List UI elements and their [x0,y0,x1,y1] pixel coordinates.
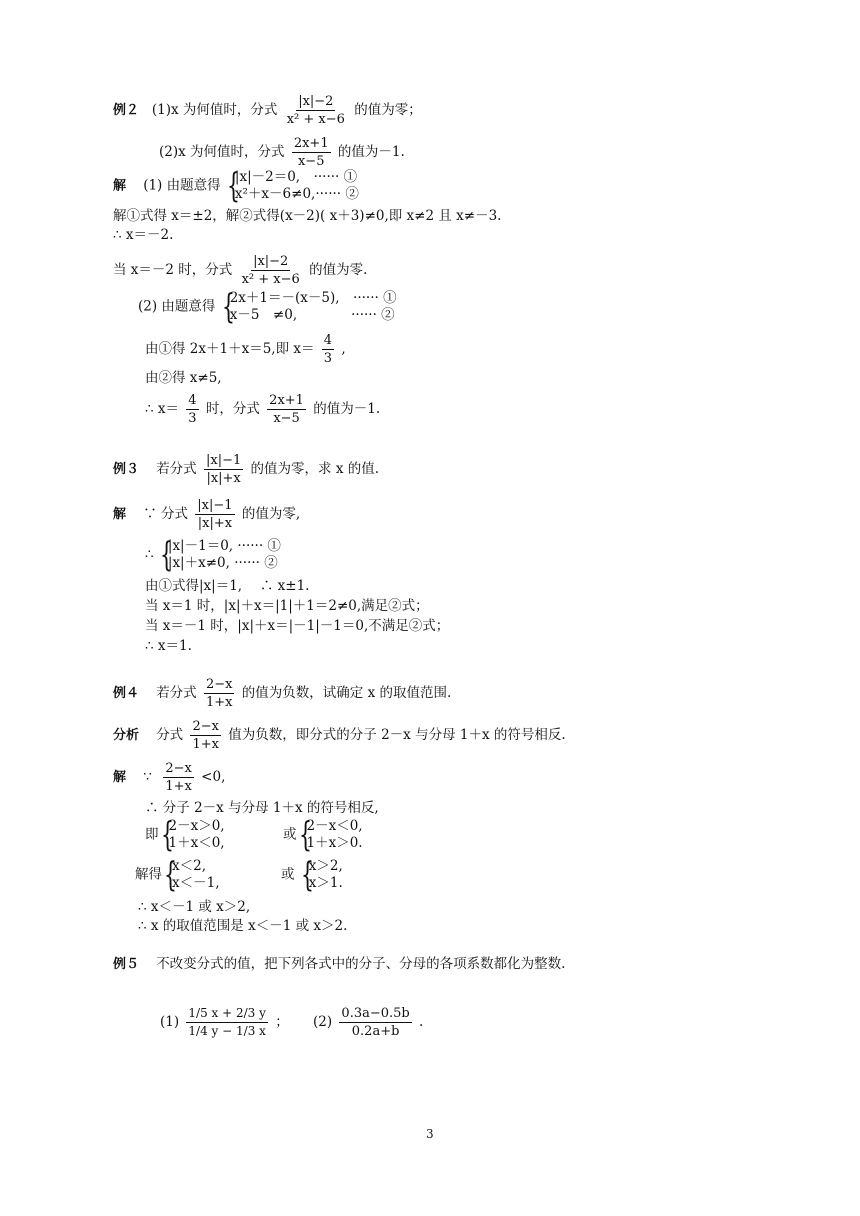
example-2-solution-2: (2) 由题意得 { 2x＋1＝－(x－5), ······ ① x－5 ≠0, ······ ② [138,287,397,327]
example-5-label: 例５ [113,957,140,972]
solution-line: 解①式得 x＝±2，解②式得(x－2)( x＋3)≠0,即 x≠2 且 x≠－3. [113,208,502,224]
page-number: 3 [426,1127,434,1141]
fraction: $\frac{2-x}{1+x}$ [165,761,192,794]
solution-line: 由②得 x≠5, [145,370,222,386]
fraction: $\frac{2x+1}{x-5}$ [269,393,304,426]
analysis-label: 分析 [113,728,140,743]
fraction: $\frac{2-x}{1+x}$ [192,719,219,752]
solution-line: ∴ x＝－2. [113,227,174,243]
compound-fraction: $\frac{1/5 x + 2/3 y}{1/4 y - 1/3 x}$ [188,1006,266,1038]
example-5-part-2: (2) $\frac{0.3a-0.5b}{0.2a+b}$ . [313,1006,424,1039]
example-4-label: 例４ [113,686,140,701]
fraction: $\frac{4}{3}$ [188,393,197,426]
equation-system: 或 { x＞2, x＞1. [281,855,343,895]
equation-system: 即 { 2－x＞0, 1＋x＜0, [145,815,225,855]
example-4-analysis: 分析 分式 $\frac{2-x}{1+x}$ 值为负数，即分式的分子 2－x 与分母 1＋x 的符号相反. [113,719,566,752]
equation-system: 解得 { x＜2, x＜－1, [135,855,220,895]
solution-line: ∴ x 的取值范围是 x＜－1 或 x＞2. [138,918,348,934]
fraction: $\frac{|x|-2}{\text{x² + x−6}}$ [286,94,345,127]
solution-line: 由①式得|x|＝1, ∴ x±1. [145,578,310,594]
fraction: $\frac{2-x}{1+x}$ [205,677,233,710]
solution-line: ∴ x＝1. [145,638,192,654]
solution-label: 解 [113,770,127,785]
example-4-question: 例４ 若分式 $\frac{2-x}{1+x}$ 的值为负数，试确定 x 的取值范围. [113,677,452,710]
example-2-question-1: 例２ (1)x 为何值时，分式 $\frac{|x|-2}{\text{x² + x−6}}$ 的值为零； [113,94,422,127]
example-2-solution-1: 解 (1) 由题意得 { |x|－2＝0, ······ ① x²＋x－6≠0,······ ② [113,166,359,206]
example-5-question: 例５ 不改变分式的值，把下列各式中的分子、分母的各项系数都化为整数. [113,956,566,972]
fraction: $\frac{0.3a-0.5b}{0.2a+b}$ [341,1006,410,1039]
solution-line: ∴ 分子 2－x 与分母 1＋x 的符号相反, [145,800,379,816]
solution-label: 解 [113,178,127,194]
example-3-label: 例３ [113,462,140,477]
fraction: $\frac{|x|-1}{|x|+x}$ [197,498,233,531]
fraction: $\frac{4}{3}$ [323,333,333,366]
solution-line: 当 x＝－2 时，分式 $\frac{|x|-2}{\text{x² + x−6}}$ 的值为零. [113,254,368,287]
equation-system: { |x|－2＝0, ······ ① x²＋x－6≠0,······ ② [226,166,359,206]
solution-label: 解 [113,507,127,522]
equation-system: { 2x＋1＝－(x－5), ······ ① x－5 ≠0, ······ ② [221,287,397,327]
equation-system: 或 { 2－x＜0, 1＋x＞0. [283,815,363,855]
equation-system: ∴ { |x|－1＝0, ······ ① |x|＋x≠0, ······ ② [145,535,281,575]
fraction: $\frac{|x|-2}{\text{x² + x−6}}$ [241,254,300,287]
example-3-solution: 解 ∵ 分式 $\frac{|x|-1}{|x|+x}$ 的值为零, [113,498,301,531]
example-2-question-2: (2)x 为何值时，分式 $\frac{2x+1}{x-5}$ 的值为－1. [159,136,405,169]
example-2-label: 例２ [113,103,140,118]
example-5-part-1: (1) $\frac{1/5 x + 2/3 y}{1/4 y - 1/3 x}$ ； [160,1006,289,1038]
solution-line: 当 x＝－1 时，|x|＋x＝|－1|－1＝0,不满足②式； [145,618,450,634]
example-3-question: 例３ 若分式 $\frac{|x|-1}{|x|+x}$ 的值为零，求 x 的值. [113,453,380,486]
solution-line: 当 x＝1 时，|x|＋x＝|1|＋1＝2≠0,满足②式； [145,598,429,614]
fraction: $\frac{|x|-1}{|x|+x}$ [205,453,242,486]
solution-line: ∴ x＜－1 或 x＞2, [138,899,251,915]
example-4-solution: 解 ∵ $\frac{2-x}{1+x}$ <0, [113,761,226,794]
fraction: $\frac{2x+1}{x-5}$ [293,136,329,169]
solution-line: 由①得 2x＋1＋x＝5,即 x＝ $\frac{4}{3}$ , [145,333,346,366]
solution-line: ∴ x＝ $\frac{4}{3}$ 时，分式 $\frac{2x+1}{x-5}$ 的值为－1. [145,393,381,426]
